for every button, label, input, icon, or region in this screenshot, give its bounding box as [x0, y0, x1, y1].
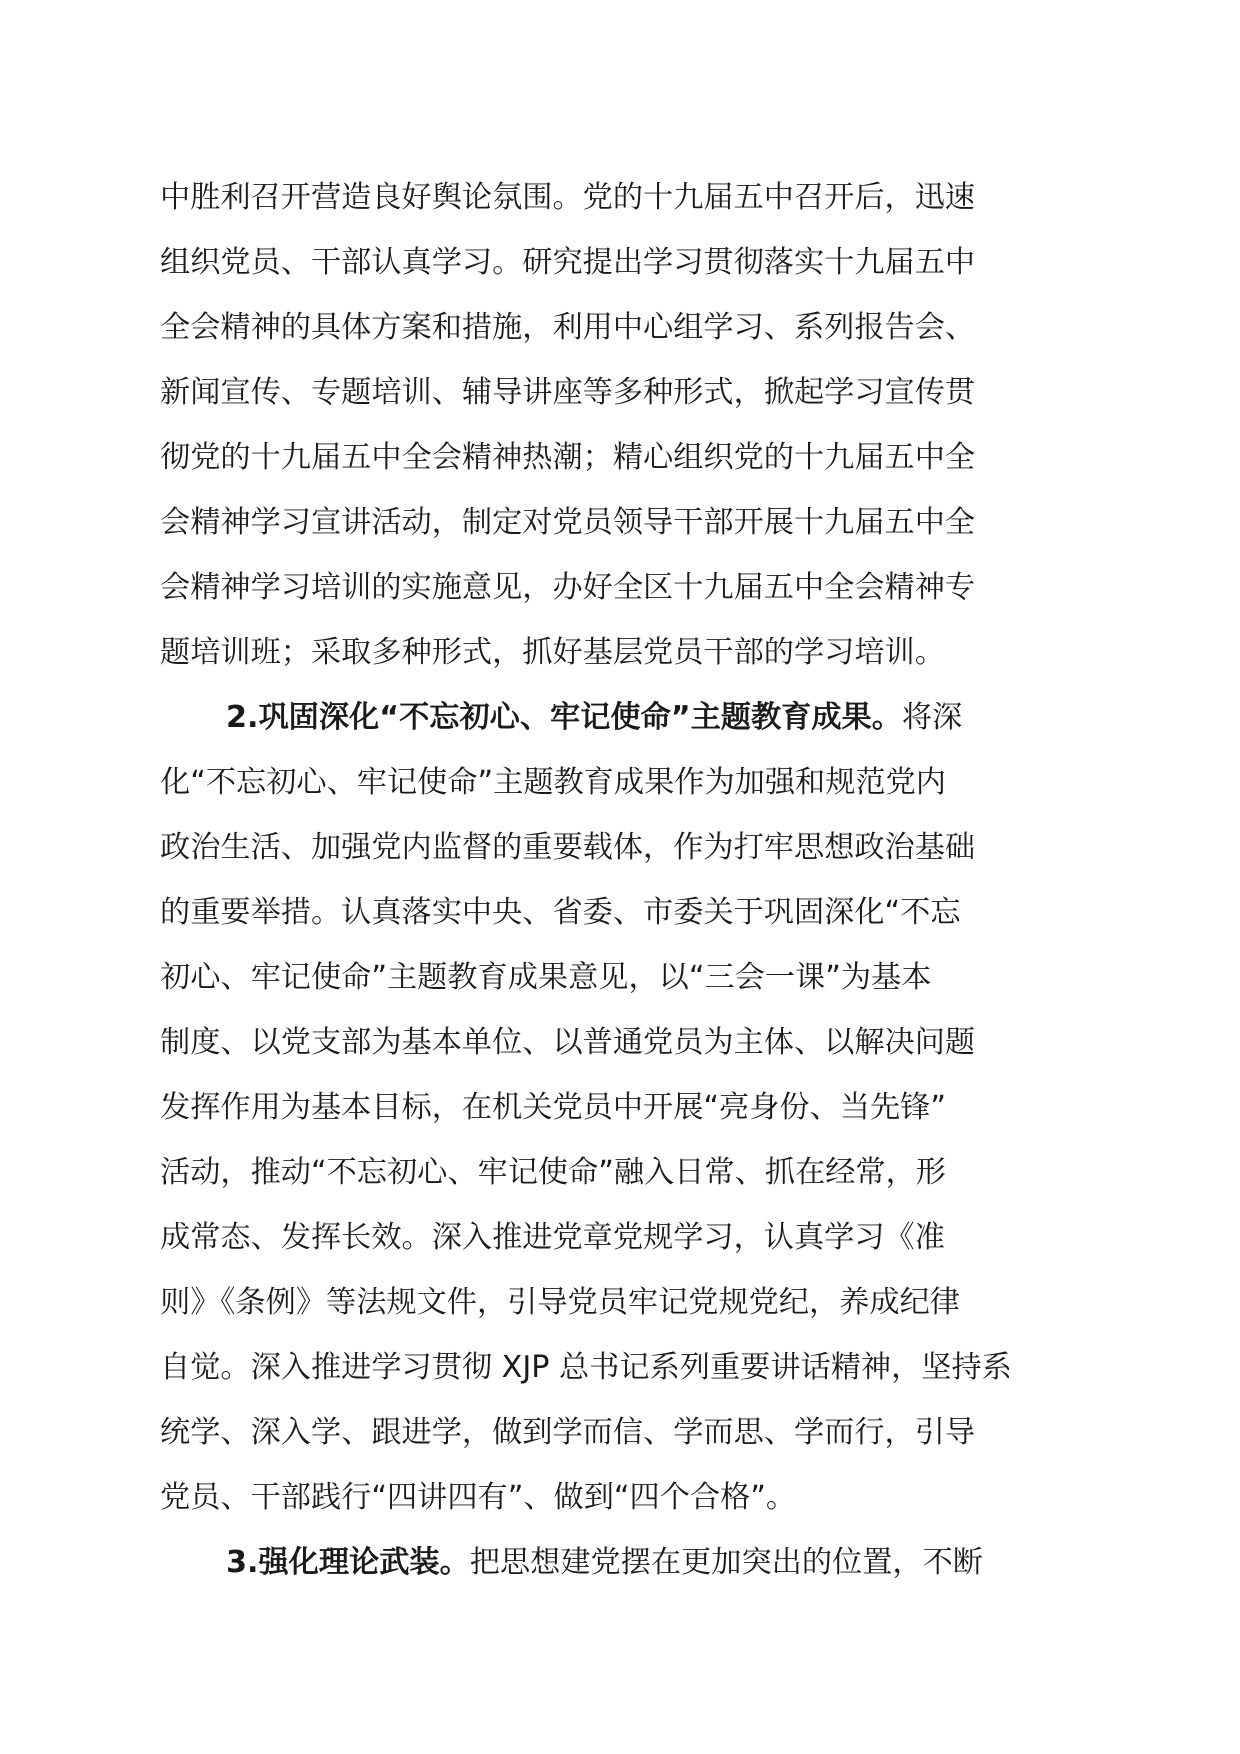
text-line: 中胜利召开营造良好舆论氛围。党的十九届五中召开后，迅速	[160, 180, 976, 215]
text-line: 题培训班；采取多种形式，抓好基层党员干部的学习培训。	[160, 635, 945, 670]
text-line: 成常态、发挥长效。深入推进党章党规学习，认真学习《准	[160, 1220, 945, 1255]
text-line: 的重要举措。认真落实中央、省委、市委关于巩固深化“不忘	[160, 895, 961, 930]
text-line: 统学、深入学、跟进学，做到学而信、学而思、学而行，引导	[160, 1415, 976, 1450]
text-line: 政治生活、加强党内监督的重要载体，作为打牢思想政治基础	[160, 830, 976, 865]
section-3-first-line	[160, 1530, 1094, 1595]
paragraph-1	[160, 165, 1094, 685]
section-3	[160, 1530, 1094, 1595]
section-2-heading: 2.巩固深化“不忘初心、牢记使命”主题教育成果。	[226, 700, 902, 735]
text-line: 彻党的十九届五中全会精神热潮；精心组织党的十九届五中全	[160, 440, 976, 475]
text-line: 新闻宣传、专题培训、辅导讲座等多种形式，掀起学习宣传贯	[160, 375, 976, 410]
text-line: 发挥作用为基本目标，在机关党员中开展“亮身份、当先锋”	[160, 1090, 946, 1125]
text-line: 组织党员、干部认真学习。研究提出学习贯彻落实十九届五中	[160, 245, 976, 280]
text-line: 则》《条例》等法规文件，引导党员牢记党规党纪，养成纪律	[160, 1285, 960, 1320]
section-3-first-line-text: 把思想建党摆在更加突出的位置，不断	[469, 1545, 983, 1580]
text-line: 全会精神的具体方案和措施，利用中心组学习、系列报告会、	[160, 310, 976, 345]
section-3-heading: 3.强化理论武装。	[226, 1545, 470, 1580]
text-line: 化“不忘初心、牢记使命”主题教育成果作为加强和规范党内	[160, 765, 946, 800]
text-line: 初心、牢记使命”主题教育成果意见，以“三会一课”为基本	[160, 960, 932, 995]
section-2-first-line	[160, 685, 1094, 750]
document-body	[160, 165, 1094, 1595]
text-line: 自觉。深入推进学习贯彻 XJP 总书记系列重要讲话精神，坚持系	[160, 1350, 1012, 1385]
text-line: 会精神学习培训的实施意见，办好全区十九届五中全会精神专	[160, 570, 976, 605]
text-line: 活动，推动“不忘初心、牢记使命”融入日常、抓在经常，形	[160, 1155, 946, 1190]
section-2-first-line-text: 将深	[901, 700, 963, 735]
text-line: 制度、以党支部为基本单位、以普通党员为主体、以解决问题	[160, 1025, 976, 1060]
text-line: 会精神学习宣讲活动，制定对党员领导干部开展十九届五中全	[160, 505, 976, 540]
section-2	[160, 685, 1094, 1530]
text-line: 党员、干部践行“四讲四有”、做到“四个合格”。	[160, 1480, 797, 1515]
